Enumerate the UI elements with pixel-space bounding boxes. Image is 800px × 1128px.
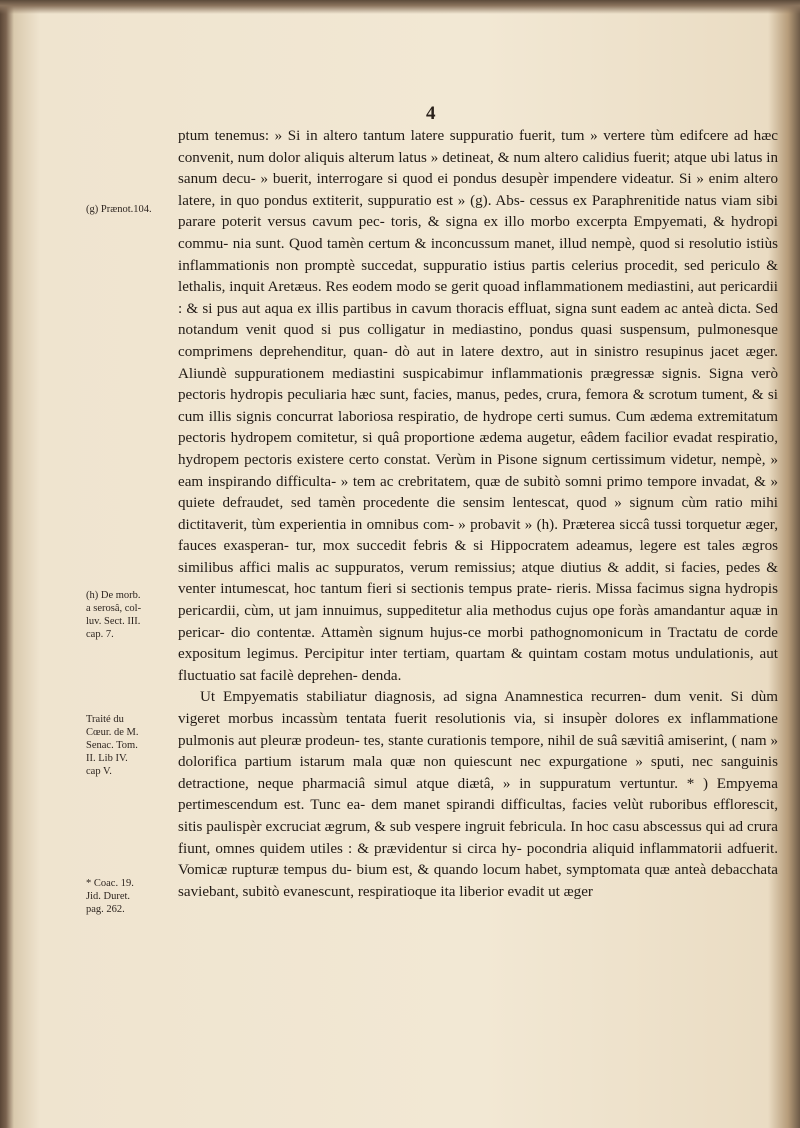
- margin-note-g: [86, 203, 178, 216]
- margin-note-h: [86, 589, 178, 641]
- page-top-edge: [0, 0, 800, 14]
- margin-note-line: (h) De morb.: [86, 590, 141, 601]
- margin-note-line: pag. 262.: [86, 904, 125, 915]
- margin-note-line: Traité du: [86, 714, 124, 725]
- margin-note-line: II. Lib IV.: [86, 753, 128, 764]
- margin-note-line: (g) Prænot.104.: [86, 204, 152, 215]
- margin-note-senac: [86, 713, 178, 778]
- margin-note-line: a serosâ, col-: [86, 603, 142, 614]
- margin-note-coac: [86, 877, 178, 916]
- margin-note-line: cap. 7.: [86, 629, 114, 640]
- paragraph-2: Ut Empyematis stabiliatur diagnosis, ad signa Anamnestica recurren- dum venit. Si dùm vigeret morbus incassùm tentata fuerit resolutionis via, si insupèr dolores ex inflammatione pulmonis aut pleuræ prodeun- tes, stante curationis tempore, nihil de suâ sævitiâ amiserint, ( nam » dolorifica partium istarum mala quæ non quiescunt nec expurgatione » sputi, nec sanguinis detractione, neque pharmaciâ simul atque diætâ, » in suppuratum vertuntur. * ) Empyema pertimescendum est. Tunc ea- dem manet spirandi difficultas, facies velùt ruboribus efflorescit, sitis paulispèr excruciat ægrum, & sub vespere ingruit febricula. In hoc casu abscessus qui ad crura fiunt, omnes quidem utiles : & prævidentur si circa hy- pocondria aliquid inflammatorii adfuerit. Vomicæ rupturæ tempus du- bium est, & quando locum habet, symptomata quæ anteà debacchata saviebant, subitò evanescunt, respiratioque ita liberior evadit ut æger: [178, 689, 778, 900]
- margin-note-line: Cœur. de M.: [86, 727, 139, 738]
- paragraph-1: ptum tenemus: » Si in altero tantum latere suppuratio fuerit, tum » vertere tùm edifcere ad hæc convenit, num dolor aliquis alterum latus » detineat, & num altero calidius fuerit; atque ubi latus in sanum decu- » buerit, interrogare si quod ei pondus desupèr impendere videatur. Si » enim altero latere, in quo pondus extiterit, suppuratio est » (g). Abs- cessus ex Paraphrenitide natus viam sibi parare poterit versus cavum pec- toris, & signa ex illo morbo excerpta Empyemati, & hydropi commu- nia sunt. Quod tamèn certum & inconcussum manet, illud nempè, quod si resolutio istiùs inflammationis non promptè succedat, suppuratio istius partis celerius procedit, sed periculo & lethalis, inquit Aretæus. Res eodem modo se gerit quoad inflammationem mediastini, aut pericardii : & si pus aut aqua ex illis partibus in cavum thoracis effluat, signa sunt eadem ac anteà dicta. Sed notandum venit quod si pus colligatur in mediastino, pondus quasi suspensum, pulmonesque comprimens deprehenditur, quan- dò aut in latere dextro, aut in sinistro resupinus jacet æger. Aliundè suppurationem mediastini suspicabimur inflammationis prægressæ signis. Signa verò pectoris hydropis peculiaria hæc sunt, facies, manus, pedes, crura, femora & scrotum tument, & si cum illis signis concurrat laboriosa respiratio, de hydrope certi sumus. Cum ædema extremitatum pectoris hydropem comitetur, si quâ proportione ædema augetur, eâdem facilior evadat respiratio, hydropem pectoris existere certo constat. Verùm in Pisone signum certissimum videtur, nempè, » eam inspirando difficulta- » tem ac crebritatem, quæ de subitò somni primo tempore invadat, & » quiete defraudet, sed tamèn procedente die sensim lentescat, quod » signum cùm ratio mihi dictitaverit, tùm experientia in omnibus com- » probavit » (h). Præterea siccâ tussi torquetur æger, fauces exasperan- tur, mox succedit febris & si Hippocratem adeamus, legere est tales ægros similibus affici malis ac suppuratos, verum remissius; atque diutius & addit, si facies, pedes & venter intumescat, hoc tantum fieri si sectionis tempus prate- rieris. Missa facimus signa hydropis pericardii, cùm, ut jam innuimus, suppeditetur alia methodus cujus ope foràs amandantur aquæ in pericar- dio contentæ. Attamèn signum hujus-ce morbi pathognomonicum in Tractatu de corde expositum legimus. Percipitur inter tertiam, quartam & quintam costam motus undulationis, aut fluctuatio sat facilè deprehen- denda.: [178, 128, 778, 684]
- margin-note-line: luv. Sect. III.: [86, 616, 141, 627]
- margin-note-line: Jid. Duret.: [86, 891, 131, 902]
- margin-note-line: Senac. Tom.: [86, 740, 138, 751]
- margin-note-line: cap V.: [86, 766, 112, 777]
- page-number: 4: [426, 103, 436, 124]
- main-text-column: [178, 126, 778, 903]
- margin-note-line: * Coac. 19.: [86, 878, 134, 889]
